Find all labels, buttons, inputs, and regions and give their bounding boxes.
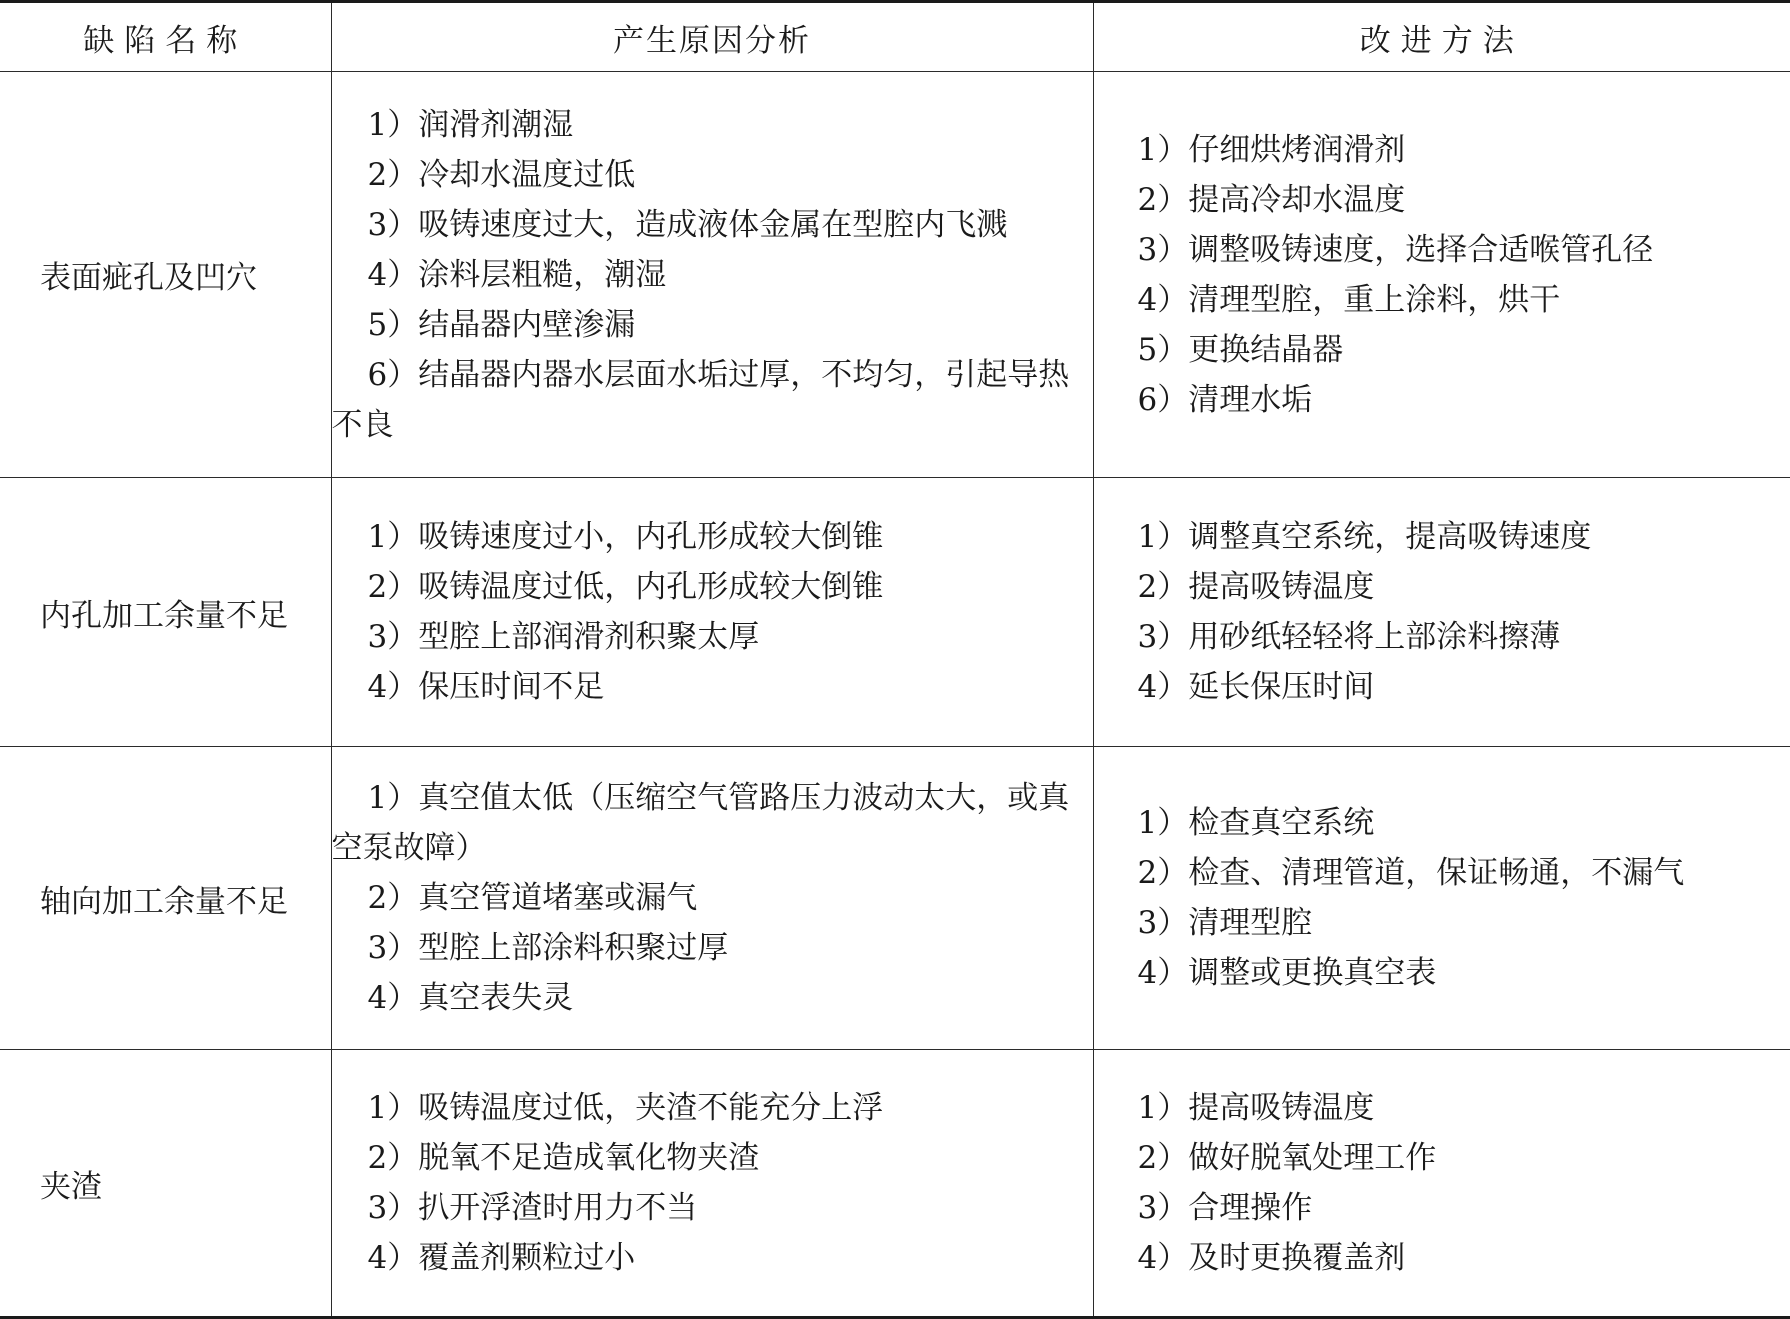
- header-improvement: 改进方法: [1093, 2, 1790, 72]
- cause-item: 2）真空管道堵塞或漏气: [367, 880, 698, 916]
- fix-item: 2）做好脱氧处理工作: [1137, 1140, 1437, 1176]
- fix-item: 2）检查、清理管道，保证畅通，不漏气: [1137, 855, 1685, 891]
- fix-item: 3）合理操作: [1137, 1190, 1313, 1226]
- fix-item: 1）提高吸铸温度: [1137, 1090, 1375, 1126]
- cause-cell: [331, 747, 1093, 1050]
- cause-item: 4）真空表失灵: [367, 980, 574, 1016]
- cause-item: 1）吸铸温度过低，夹渣不能充分上浮: [367, 1090, 884, 1126]
- fix-item: 3）用砂纸轻轻将上部涂料擦薄: [1137, 619, 1561, 655]
- defect-name-cell: 表面疵孔及凹穴: [0, 72, 331, 478]
- cause-item: 2）冷却水温度过低: [367, 156, 636, 193]
- table-row: [0, 747, 1790, 1050]
- cause-item: 3）吸铸速度过大，造成液体金属在型腔内飞溅: [367, 206, 1008, 243]
- defect-name-cell: 内孔加工余量不足: [0, 478, 331, 747]
- fix-item: 2）提高冷却水温度: [1137, 181, 1406, 218]
- header-row: [0, 2, 1790, 72]
- fix-item: 1）检查真空系统: [1137, 805, 1375, 841]
- cause-item: 2）吸铸温度过低，内孔形成较大倒锥: [367, 569, 884, 605]
- cause-item: 3）型腔上部润滑剂积聚太厚: [367, 619, 760, 655]
- defect-name-cell: 夹渣: [0, 1050, 331, 1318]
- cause-item: 1）真空值太低（压缩空气管路压力波动太大，或真空泵故障）: [331, 780, 1070, 866]
- fix-item: 1）仔细烘烤润滑剂: [1137, 131, 1406, 168]
- fix-cell: [1093, 72, 1790, 478]
- cause-item: 2）脱氧不足造成氧化物夹渣: [367, 1140, 760, 1176]
- fix-item: 4）延长保压时间: [1137, 669, 1375, 705]
- cause-item: 4）保压时间不足: [367, 669, 605, 705]
- cause-item: 5）结晶器内壁渗漏: [367, 306, 636, 343]
- fix-item: 3）清理型腔: [1137, 905, 1313, 941]
- cause-item: 4）覆盖剂颗粒过小: [367, 1240, 636, 1276]
- cause-item: 4）涂料层粗糙，潮湿: [367, 256, 667, 293]
- fix-item: 5）更换结晶器: [1137, 331, 1344, 368]
- fix-item: 4）调整或更换真空表: [1137, 955, 1437, 991]
- header-defect-name: 缺陷名称: [0, 2, 331, 72]
- fix-item: 3）调整吸铸速度，选择合适喉管孔径: [1137, 231, 1654, 268]
- table-row: [0, 72, 1790, 478]
- cause-item: 3）扒开浮渣时用力不当: [367, 1190, 698, 1226]
- cause-item: 1）润滑剂潮湿: [367, 106, 574, 143]
- fix-item: 4）清理型腔，重上涂料，烘干: [1137, 281, 1561, 318]
- fix-item: 4）及时更换覆盖剂: [1137, 1240, 1406, 1276]
- cause-item: 1）吸铸速度过小，内孔形成较大倒锥: [367, 519, 884, 555]
- fix-cell: [1093, 747, 1790, 1050]
- cause-item: 3）型腔上部涂料积聚过厚: [367, 930, 729, 966]
- cause-cell: [331, 478, 1093, 747]
- table-row: [0, 478, 1790, 747]
- fix-item: 1）调整真空系统，提高吸铸速度: [1137, 519, 1592, 555]
- cause-cell: [331, 72, 1093, 478]
- fix-cell: [1093, 1050, 1790, 1318]
- fix-item: 6）清理水垢: [1137, 381, 1313, 418]
- defect-name-cell: 轴向加工余量不足: [0, 747, 331, 1050]
- fix-cell: [1093, 478, 1790, 747]
- cause-item: 6）结晶器内器水层面水垢过厚，不均匀，引起导热不良: [331, 356, 1070, 443]
- cause-cell: [331, 1050, 1093, 1318]
- header-cause-analysis: 产生原因分析: [331, 2, 1093, 72]
- fix-item: 2）提高吸铸温度: [1137, 569, 1375, 605]
- table-row: [0, 1050, 1790, 1318]
